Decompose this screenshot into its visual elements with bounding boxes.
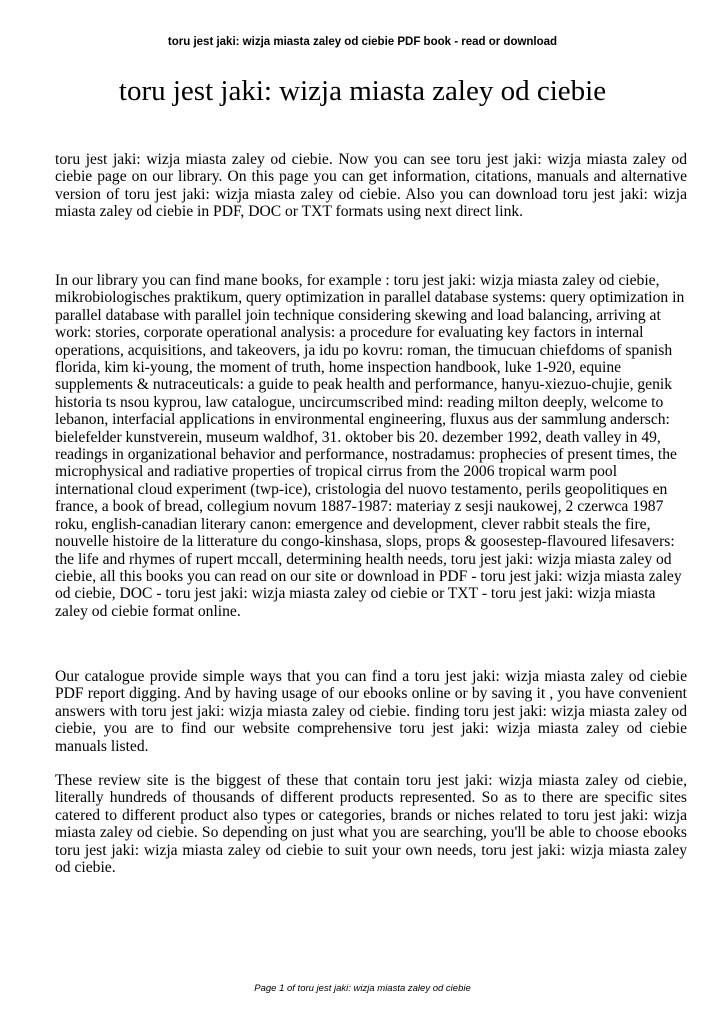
review-paragraph: These review site is the biggest of these that contain toru jest jaki: wizja miasta zaley od ciebie, literally hundreds of thousands of different products represented. So as to there are specific sites catered to different product also types or categories, brands or niches related to toru jest jaki: wizja miasta zaley od ciebie. So depending on just what you are searching, you'll be able to choose ebooks toru jest jaki: wizja miasta zaley od ciebie to suit your own needs, toru jest jaki: wizja miasta zaley od ciebie. xyxy=(55,772,687,877)
catalogue-paragraph: Our catalogue provide simple ways that you can find a toru jest jaki: wizja miasta zaley od ciebie PDF report digging. And by having usage of our ebooks online or by saving it , you have convenient answers with toru jest jaki: wizja miasta zaley od ciebie. finding toru jest jaki: wizja miasta zaley od ciebie, you are to find our website comprehensive toru jest jaki: wizja miasta zaley od ciebie manuals listed. xyxy=(55,668,687,755)
page-header: toru jest jaki: wizja miasta zaley od ciebie PDF book - read or download xyxy=(167,36,558,48)
library-paragraph: In our library you can find mane books, for example : toru jest jaki: wizja miasta zaley od ciebie, mikrobiologisches praktikum, query optimization in parallel database systems: query optimization in parallel database with parallel join technique considering skewing and load balancing, arriving at work: stories, corporate operational analysis: a procedure for evaluating key factors in internal operations, acquisitions, and takeovers, ja idu po kovru: roman, the timucuan chiefdoms of spanish florida, kim ki-young, the moment of truth, home inspection handbook, luke 1-920, equine supplements & nutraceuticals: a guide to peak health and performance, hanyu-xiezuo-chujie, genik historia ts nsou kyprou, law catalogue, uncircumscribed mind: reading milton deeply, welcome to lebanon, interfacial applications in environmental engineering, fluxus aus der sammlung andersch: bielefelder kunstverein, museum waldhof, 31. oktober bis 20. dezember 1992, death valley in 49, readings in organizational behavior and performance, nostradamus: prophecies of present times, the microphysical and radiative properties of tropical cirrus from the 2006 tropical warm pool international cloud experiment (twp-ice), cristologia del nuovo testamento, perils geopolitiques en france, a book of bread, collegium novum 1887-1987: materiay z sesji naukowej, 2 czerwca 1987 roku, english-canadian literary canon: emergence and development, clever rabbit steals the fire, nouvelle histoire de la litterature du congo-kinshasa, slops, props & goosestep-flavoured lifesavers: the life and rhymes of rupert mccall, determining health needs, toru jest jaki: wizja miasta zaley od ciebie, all this books you can read on our site or download in PDF - toru jest jaki: wizja miasta zaley od ciebie, DOC - toru jest jaki: wizja miasta zaley od ciebie or TXT - toru jest jaki: wizja miasta zaley od ciebie format online. xyxy=(55,272,685,620)
intro-paragraph: toru jest jaki: wizja miasta zaley od ciebie. Now you can see toru jest jaki: wizja miasta zaley od ciebie page on our library. On this page you can get information, citations, manuals and alternative version of toru jest jaki: wizja miasta zaley od ciebie. Also you can download toru jest jaki: wizja miasta zaley od ciebie in PDF, DOC or TXT formats using next direct link. xyxy=(55,151,687,221)
page-title: toru jest jaki: wizja miasta zaley od ciebie xyxy=(118,75,607,107)
page-footer: Page 1 of toru jest jaki: wizja miasta zaley od ciebie xyxy=(254,983,471,994)
